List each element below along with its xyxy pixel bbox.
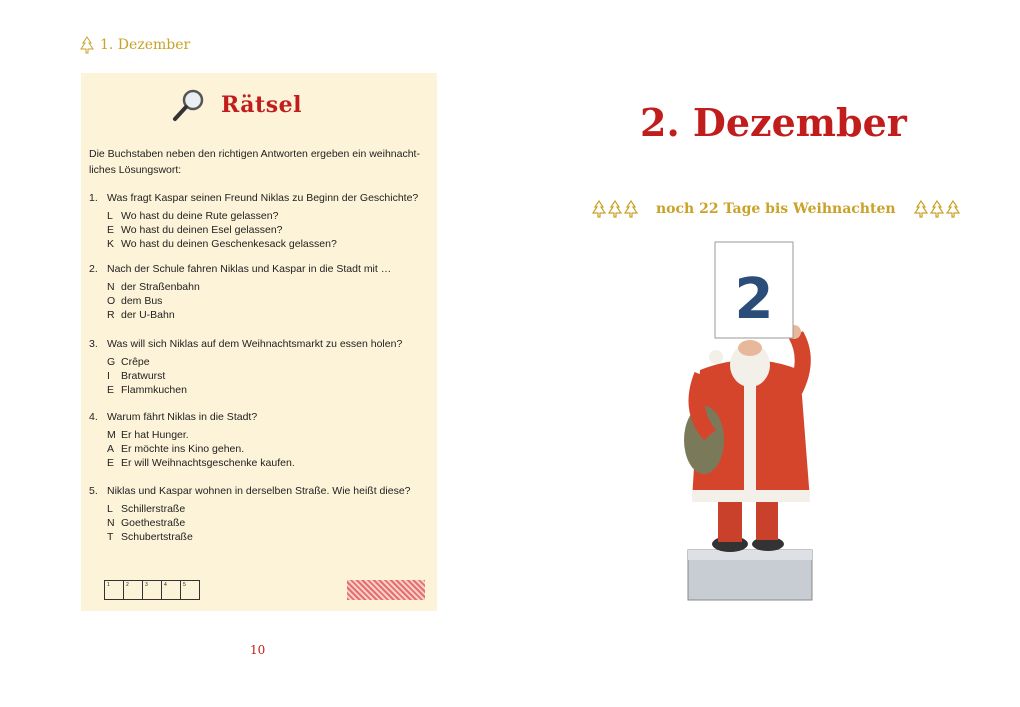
left-page-header — [80, 36, 190, 54]
question-number: 2. — [89, 263, 98, 275]
answer-text: Wo hast du deinen Geschenkesack gelassen? — [121, 238, 337, 250]
solution-cell-number: 5 — [183, 582, 186, 588]
decorative-stamp — [347, 580, 425, 600]
answer-text: Wo hast du deinen Esel gelassen? — [121, 224, 283, 236]
countdown-banner — [592, 200, 960, 218]
question-text-row — [89, 262, 429, 276]
answer-option — [107, 442, 429, 456]
question-text: Nach der Schule fahren Niklas und Kaspar in die Stadt mit … — [107, 263, 392, 275]
answer-text: Er möchte ins Kino gehen. — [121, 443, 245, 455]
answer-option — [107, 223, 429, 237]
answer-option — [107, 209, 429, 223]
left-page-header-text: 1. Dezember — [100, 37, 191, 53]
solution-cell-number: 3 — [145, 582, 148, 588]
question-text-row — [89, 337, 429, 351]
tree-icon — [930, 200, 944, 218]
question-text-row — [89, 191, 429, 205]
answer-text: Schillerstraße — [121, 503, 186, 515]
answer-option — [107, 294, 429, 308]
question-block — [89, 484, 429, 544]
puzzle-box — [81, 73, 437, 611]
tree-icon — [946, 200, 960, 218]
sign-number: 2 — [734, 267, 774, 332]
answer-letter: N — [107, 281, 115, 293]
tree-group-left — [592, 200, 638, 218]
answer-letter: I — [107, 370, 110, 382]
answer-text: Goethestraße — [121, 517, 186, 529]
answer-text: dem Bus — [121, 295, 163, 307]
answer-letter: L — [107, 210, 113, 222]
answer-text: der U-Bahn — [121, 309, 175, 321]
question-number: 1. — [89, 192, 98, 204]
answer-text: Crêpe — [121, 356, 150, 368]
answer-letter: E — [107, 224, 115, 236]
answer-text: Wo hast du deine Rute gelassen? — [121, 210, 279, 222]
answer-option — [107, 428, 429, 442]
page-number: 10 — [250, 643, 266, 657]
answer-letter: G — [107, 356, 116, 368]
answer-letter: T — [107, 531, 114, 543]
santa-illustration — [670, 240, 830, 610]
answer-letter: O — [107, 295, 116, 307]
puzzle-title-row — [171, 87, 302, 123]
solution-cell[interactable] — [162, 581, 181, 599]
answer-letter: R — [107, 309, 115, 321]
answer-option — [107, 355, 429, 369]
answer-text: Er hat Hunger. — [121, 429, 189, 441]
answer-letter: A — [107, 443, 115, 455]
solution-cell-number: 4 — [164, 582, 167, 588]
question-block — [89, 262, 429, 322]
answer-letter: L — [107, 503, 113, 515]
solution-cell-number: 1 — [107, 582, 110, 588]
answer-letter: E — [107, 384, 115, 396]
answer-option — [107, 280, 429, 294]
solution-cell[interactable] — [181, 581, 199, 599]
question-text-row — [89, 410, 429, 424]
tree-icon — [624, 200, 638, 218]
tree-group-right — [914, 200, 960, 218]
question-number: 5. — [89, 485, 98, 497]
question-text-row — [89, 484, 429, 498]
solution-grid — [104, 580, 200, 600]
tree-icon — [80, 36, 94, 54]
question-number: 3. — [89, 338, 98, 350]
countdown-text: noch 22 Tage bis Weihnachten — [656, 201, 896, 217]
answer-text: Bratwurst — [121, 370, 166, 382]
solution-cell[interactable] — [124, 581, 143, 599]
answer-letter: E — [107, 457, 115, 469]
puzzle-intro: Die Buchstaben neben den richtigen Antworten ergeben ein weihnacht-liches Lösungswort: — [89, 148, 420, 176]
answer-letter: K — [107, 238, 115, 250]
question-text: Warum fährt Niklas in die Stadt? — [107, 411, 258, 423]
answer-option — [107, 369, 429, 383]
answer-letter: M — [107, 429, 116, 441]
magnifier-icon — [171, 87, 207, 123]
page-title: 2. Dezember — [640, 100, 907, 145]
solution-cell-number: 2 — [126, 582, 129, 588]
solution-cell[interactable] — [143, 581, 162, 599]
answer-option — [107, 456, 429, 470]
answer-option — [107, 502, 429, 516]
question-text: Niklas und Kaspar wohnen in derselben Straße. Wie heißt diese? — [107, 485, 411, 497]
answer-text: Er will Weihnachtsgeschenke kaufen. — [121, 457, 295, 469]
tree-icon — [592, 200, 606, 218]
answer-option — [107, 383, 429, 397]
answer-letter: N — [107, 517, 115, 529]
answer-text: der Straßenbahn — [121, 281, 200, 293]
answer-option — [107, 308, 429, 322]
question-block — [89, 337, 429, 397]
question-block — [89, 410, 429, 470]
answer-text: Flammkuchen — [121, 384, 187, 396]
question-block — [89, 191, 429, 251]
question-text: Was will sich Niklas auf dem Weihnachtsmarkt zu essen holen? — [107, 338, 403, 350]
solution-cell[interactable] — [105, 581, 124, 599]
question-number: 4. — [89, 411, 98, 423]
question-text: Was fragt Kaspar seinen Freund Niklas zu Beginn der Geschichte? — [107, 192, 419, 204]
answer-text: Schubertstraße — [121, 531, 193, 543]
answer-option — [107, 237, 429, 251]
answer-option — [107, 530, 429, 544]
tree-icon — [914, 200, 928, 218]
tree-icon — [608, 200, 622, 218]
answer-option — [107, 516, 429, 530]
puzzle-title: Rätsel — [221, 92, 302, 118]
